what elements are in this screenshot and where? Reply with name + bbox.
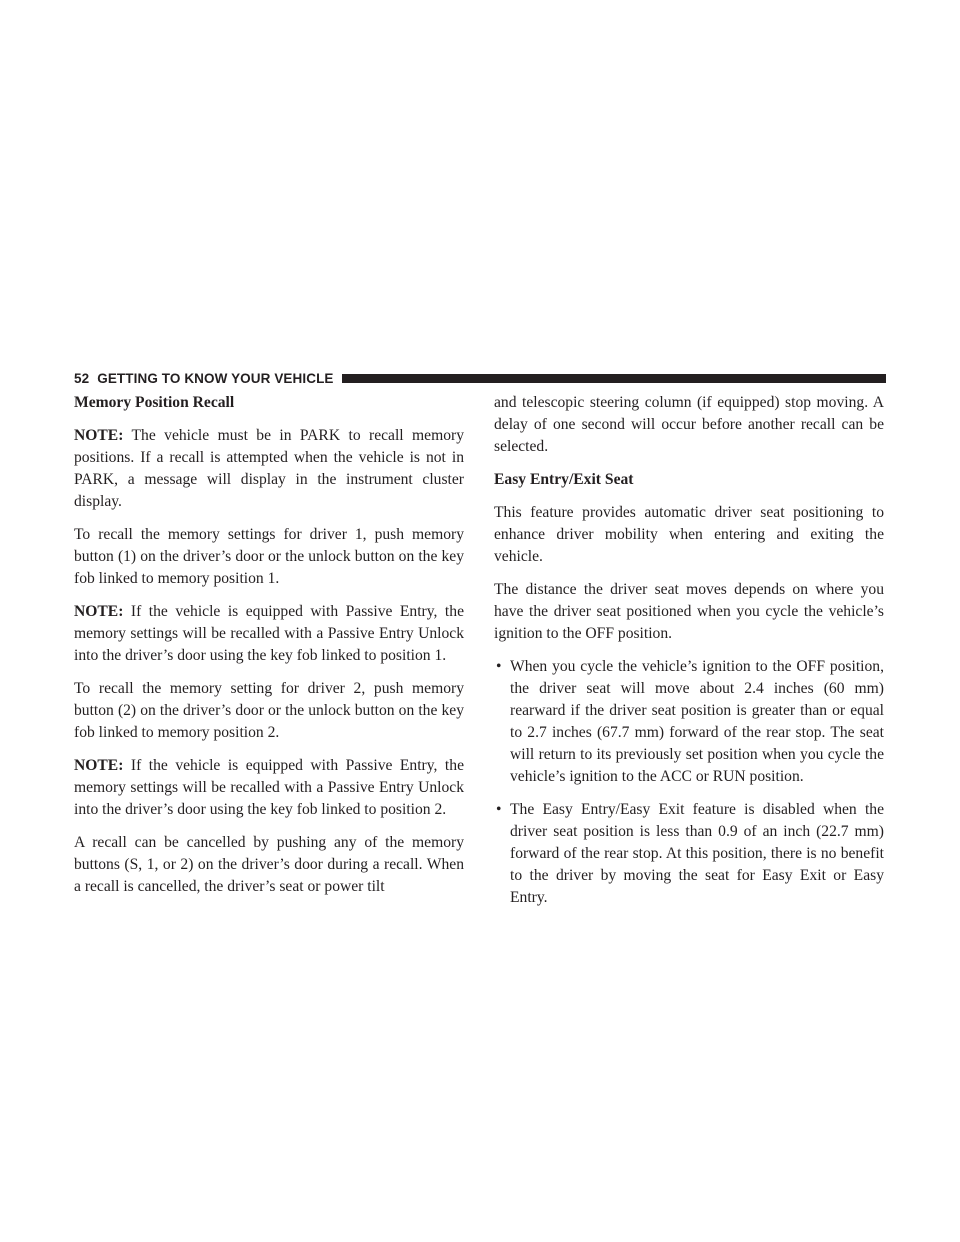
bullet-text: The Easy Entry/Easy Exit feature is disabled when the driver seat position is less than 0.9 of an inch (22.7 mm) forward of the rear stop. At this position, there is no benefit to the driver by moving the seat for Easy Exit or Easy Entry. xyxy=(510,801,884,906)
note-text: If the vehicle is equipped with Passive Entry, the memory settings will be recalled with a Passive Entry Unlock into the driver’s door using the key fob linked to position 2. xyxy=(74,757,464,818)
note-label: NOTE: xyxy=(74,427,124,444)
note-passive-entry-2-paragraph xyxy=(74,755,464,821)
bullet-text: When you cycle the vehicle’s ignition to the OFF position, the driver seat will move about 2.4 inches (60 mm) rearward if the driver seat position is greater than or equal to 2.7 inches (67.7 mm) forward of the rear stop. The seat will return to its previously set position when you cycle the vehicle’s ignition to the ACC or RUN position. xyxy=(510,658,884,785)
note-text: The vehicle must be in PARK to recall memory positions. If a recall is attempted when the vehicle is not in PARK, a message will display in the instrument cluster display. xyxy=(74,427,464,510)
easy-entry-intro-paragraph: This feature provides automatic driver seat positioning to enhance driver mobility when entering and exiting the vehicle. xyxy=(494,504,884,565)
seat-distance-paragraph: The distance the driver seat moves depends on where you have the driver seat positioned when you cycle the vehicle’s ignition to the OFF position. xyxy=(494,581,884,642)
bullet-item xyxy=(494,799,884,909)
page-header xyxy=(74,368,886,388)
page-number: 52 xyxy=(74,370,90,386)
note-label: NOTE: xyxy=(74,603,124,620)
note-text: If the vehicle is equipped with Passive Entry, the memory settings will be recalled with a Passive Entry Unlock into the driver’s door using the key fob linked to position 1. xyxy=(74,603,464,664)
section-title: GETTING TO KNOW YOUR VEHICLE xyxy=(97,370,334,386)
bullet-item xyxy=(494,656,884,788)
easy-entry-exit-heading: Easy Entry/Exit Seat xyxy=(494,471,634,488)
left-column xyxy=(74,392,464,909)
bullet-icon: • xyxy=(496,658,502,675)
header-rule xyxy=(342,374,886,383)
recall-driver1-paragraph: To recall the memory settings for driver 1, push memory button (1) on the driver’s door or the unlock button on the key fob linked to memory position 1. xyxy=(74,526,464,587)
bullet-icon: • xyxy=(496,801,502,818)
right-column xyxy=(494,392,884,920)
memory-position-recall-heading: Memory Position Recall xyxy=(74,394,235,411)
recall-driver2-paragraph: To recall the memory setting for driver 2, push memory button (2) on the driver’s door or the unlock button on the key fob linked to memory position 2. xyxy=(74,680,464,741)
continuation-paragraph: and telescopic steering column (if equipped) stop moving. A delay of one second will occur before another recall can be selected. xyxy=(494,394,884,455)
note-park-paragraph xyxy=(74,425,464,513)
note-passive-entry-1-paragraph xyxy=(74,601,464,667)
bullet-list xyxy=(494,656,884,909)
recall-cancel-paragraph: A recall can be cancelled by pushing any of the memory buttons (S, 1, or 2) on the driver’s door during a recall. When a recall is cancelled, the driver’s seat or power tilt xyxy=(74,834,464,895)
note-label: NOTE: xyxy=(74,757,124,774)
